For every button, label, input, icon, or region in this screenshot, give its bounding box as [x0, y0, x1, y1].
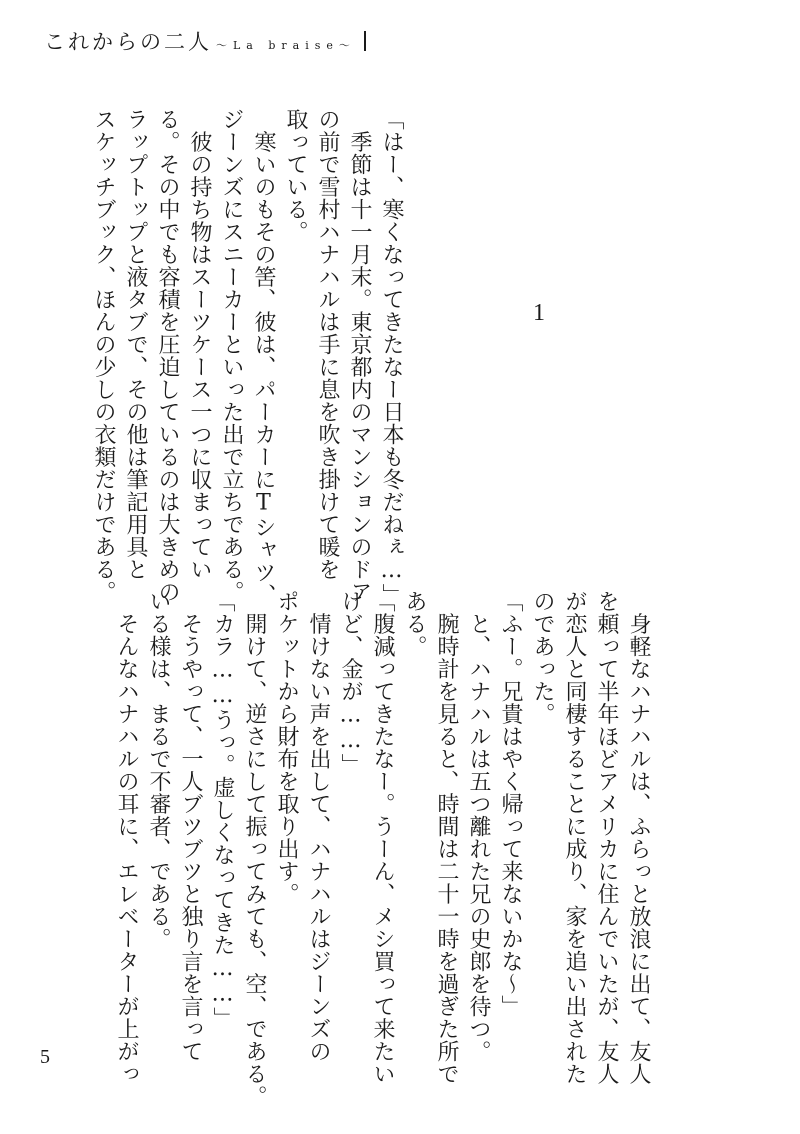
- text-line: ジーンズにスニーカーといった出で立ちである。: [219, 108, 244, 603]
- header-rule: [364, 31, 366, 51]
- text-line: 取っている。: [283, 108, 308, 243]
- text-line: 「腹減ってきたなー。うーん、メシ買って来たい: [370, 590, 395, 1085]
- text-line: 腕時計を見ると、時間は二十一時を過ぎた所で: [434, 590, 459, 1085]
- book-title: これからの二人: [44, 30, 212, 54]
- text-line: けど、金が……」: [338, 590, 363, 776]
- text-line: 「ふー。兄貴はやく帰って来ないかな～」: [498, 590, 523, 1018]
- page-number: 5: [40, 1046, 50, 1068]
- text-line: スケッチブック、ほんの少しの衣類だけである。: [91, 108, 116, 603]
- book-subtitle: ～La braise～: [216, 39, 356, 52]
- text-line: 「はー、寒くなってきたなー日本も冬だねぇ…」: [379, 108, 404, 606]
- text-line: 情けない声を出して、ハナハルはジーンズの: [306, 590, 331, 1063]
- running-header: [44, 26, 366, 56]
- text-line: が恋人と同棲することに成り、家を追い出された: [562, 590, 587, 1085]
- text-line: を頼って半年ほどアメリカに住んでいたが、友人: [594, 590, 619, 1085]
- text-line: る。その中でも容積を圧迫しているのは大きめの: [155, 108, 180, 603]
- text-line: いる様は、まるで不審者、である。: [146, 590, 171, 950]
- text-line: 彼の持ち物はスーツケース一つに収まってい: [187, 108, 212, 581]
- text-line: 季節は十一月末。東京都内のマンションのドア: [347, 108, 372, 603]
- text-line: そうやって、一人ブツブツと独り言を言って: [178, 590, 203, 1063]
- text-line: のであった。: [530, 590, 555, 725]
- text-line: 開けて、逆さにして振ってみても、空、である。: [242, 590, 267, 1108]
- bottom-text-block: [113, 590, 652, 1108]
- text-line: と、ハナハルは五つ離れた兄の史郎を待つ。: [466, 590, 491, 1063]
- text-line: ポケットから財布を取り出す。: [274, 590, 299, 905]
- text-line: ラップトップと液タブで、その他は筆記用具と: [123, 108, 148, 581]
- text-line: 寒いのもその筈、彼は、パーカーにTシャツ、: [251, 108, 276, 606]
- top-text-block: [90, 108, 405, 606]
- text-line: 「カラ……うっ。虚しくなってきた……」: [210, 590, 235, 1030]
- text-line: の前で雪村ハナハルは手に息を吹き掛けて暖を: [315, 108, 340, 581]
- chapter-number: 1: [533, 300, 545, 326]
- text-line: ある。: [402, 590, 427, 658]
- text-line: そんなハナハルの耳に、エレベーターが上がっ: [114, 590, 139, 1085]
- text-line: 身軽なハナハルは、ふらっと放浪に出て、友人: [626, 590, 651, 1085]
